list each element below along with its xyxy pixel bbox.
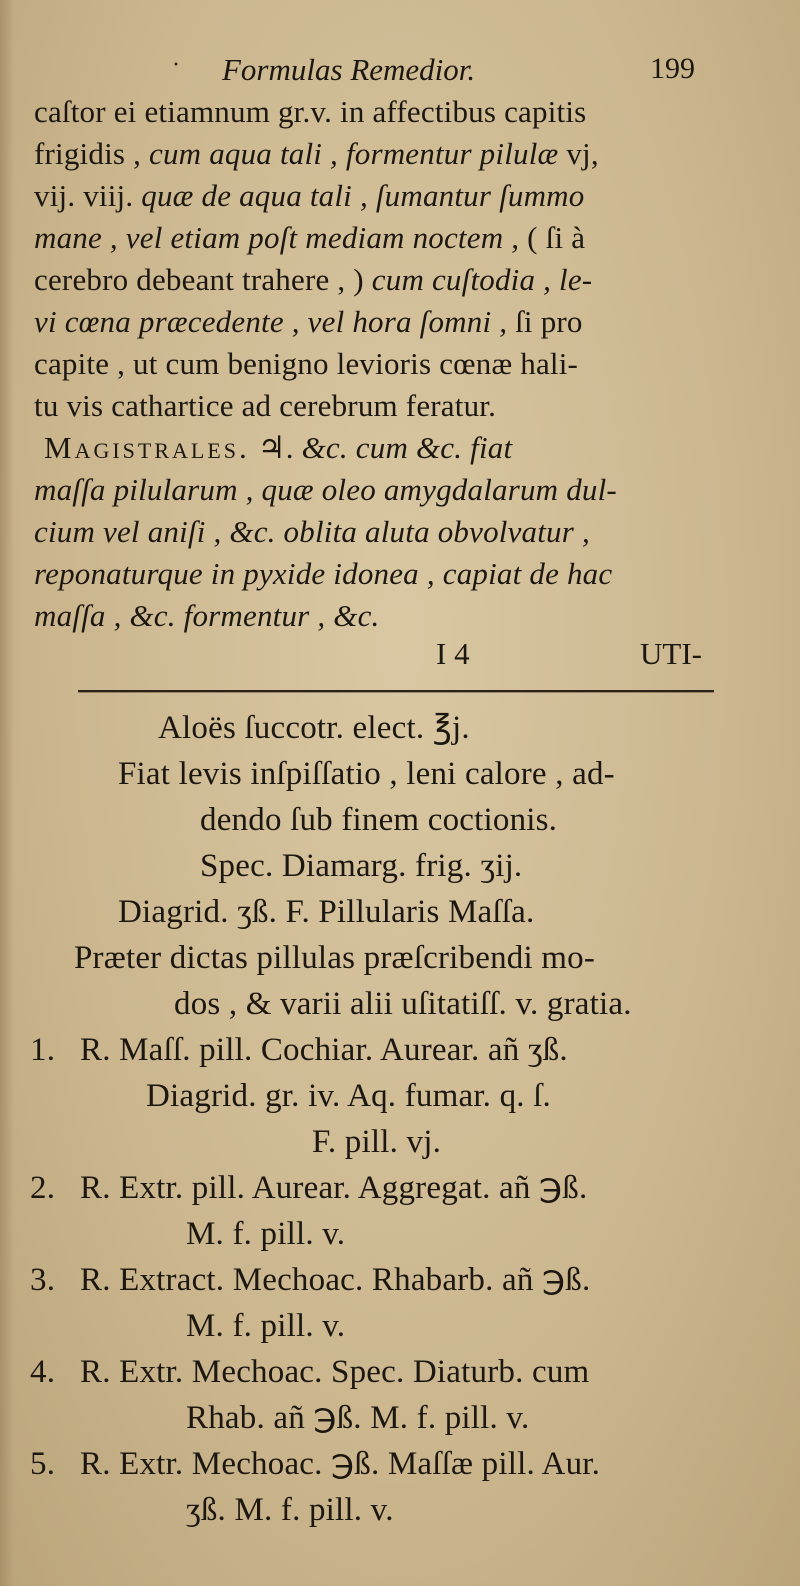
text-line: tu vis cathartice ad cerebrum feratur. [34,388,497,423]
text-line: cerebro debeant trahere , ) cum cuſtodia , le- [34,262,593,297]
recipe-1: 1. R. Maſſ. pill. Cochiar. Aurear. añ ʒß. [30,1032,568,1068]
running-title: Formulas Remedior. [222,52,476,87]
text-line: Rhab. añ ℈ß. M. f. pill. v. [186,1400,530,1436]
signature-line [0,636,800,676]
text-line: maſſa , &c. formentur , &c. [34,598,380,633]
text-line: Aloës ſuccotr. elect. ℥j. [158,710,470,746]
signature-mark: I 4 [436,636,470,671]
recipe-3: 3. R. Extract. Mechoac. Rhabarb. añ ℈ß. [30,1262,591,1298]
text-line: frigidis , cum aqua tali , formentur pilulæ vj, [34,136,599,171]
recipe-number: 5. [30,1446,56,1482]
text-line: F. pill. vj. [312,1124,442,1160]
header-dot: · [172,52,180,78]
text-line: cium vel aniſi , &c. oblita aluta obvolvatur , [34,514,590,549]
catchword: UTI- [640,636,702,671]
text-line: M. f. pill. v. [186,1216,346,1252]
text-line: Præter dictas pillulas præſcribendi mo- [74,940,596,976]
recipe-4: 4. R. Extr. Mechoac. Spec. Diaturb. cum [30,1354,590,1390]
text-line: dendo ſub finem coctionis. [200,802,558,838]
page-header [0,52,800,92]
recipe-number: 1. [30,1032,56,1068]
jupiter-symbol: ♃. [249,430,302,465]
page-number: 199 [650,52,695,85]
text-line: Diagrid. ʒß. F. Pillularis Maſſa. [118,894,535,930]
section-heading: Magistrales. [44,430,250,465]
text-line: caſtor ei etiamnum gr.v. in affectibus capitis [34,94,587,129]
text-line: maſſa pilularum , quæ oleo amygdalarum dul- [34,472,617,507]
text-line: ʒß. M. f. pill. v. [186,1492,394,1528]
text-line: M. f. pill. v. [186,1308,346,1344]
page-spine-shadow [0,0,14,1586]
text-line: Magistrales. ♃. &c. cum &c. fiat [44,430,513,465]
text-line: reponaturque in pyxide idonea , capiat de hac [34,556,613,591]
text-line: Spec. Diamarg. frig. ʒij. [200,848,523,884]
text-line: Fiat levis inſpiſſatio , leni calore , ad- [118,756,615,792]
text-line: vij. viij. quæ de aqua tali , ſumantur ſummo [34,178,585,213]
text-line: vi cœna præcedente , vel hora ſomni , ſi pro [34,304,583,339]
text-line: dos , & varii alii uſitatiſſ. v. gratia. [174,986,632,1022]
text-line: mane , vel etiam poſt mediam noctem , ( ſi à [34,220,586,255]
recipe-number: 3. [30,1262,56,1298]
recipe-5: 5. R. Extr. Mechoac. ℈ß. Maſſæ pill. Aur. [30,1446,601,1482]
page-divider [78,690,714,692]
text-line: capite , ut cum benigno levioris cœnæ hali- [34,346,579,381]
recipe-number: 2. [30,1170,56,1206]
text-line: Diagrid. gr. iv. Aq. fumar. q. ſ. [146,1078,552,1114]
recipe-2: 2. R. Extr. pill. Aurear. Aggregat. añ ℈ß. [30,1170,588,1206]
recipe-number: 4. [30,1354,56,1390]
